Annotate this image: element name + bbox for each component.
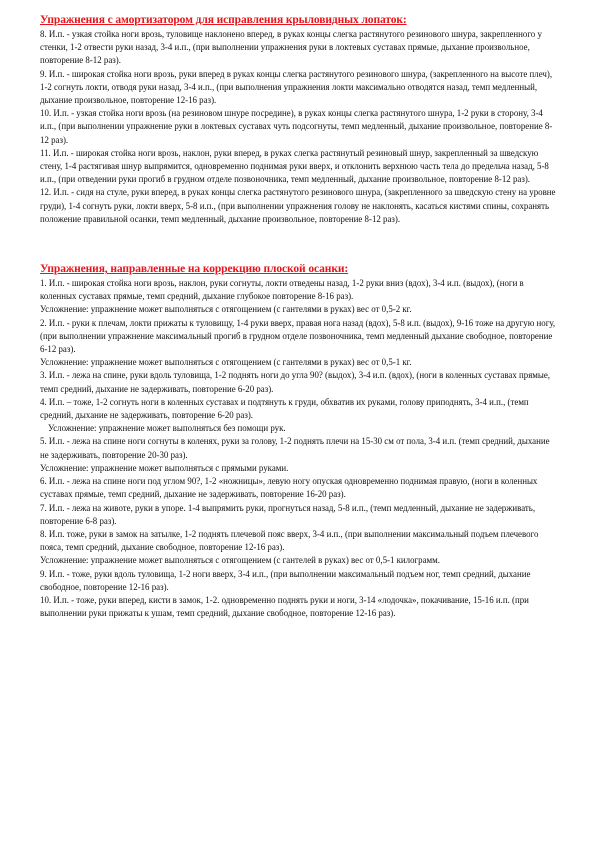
exercise-paragraph: 2. И.п. - руки к плечам, локти прижаты к туловищу, 1-4 руки вверх, правая нога назад (вдох), 5-8 и.п. (выдох), 9-16 тоже на другую ногу, (при выполнении упражнение максимальный прогиб в грудном отделе позвоночника, темп медленный дыхание свободное, повторение 6-12 раз).	[40, 317, 556, 355]
exercise-paragraph: 1. И.п. - широкая стойка ноги врозь, наклон, руки согнуты, локти отведены назад, 1-2 руки вниз (вдох), 3-4 и.п. (выдох), (ноги в коленных суставах прямые, темп средний, дыхание глубокое повторение 8-16 раз).	[40, 278, 524, 302]
section-flat-posture	[40, 261, 560, 620]
exercise-paragraph: 11. И.п. - широкая стойка ноги врозь, наклон, руки вперед, в руках слегка растянутый резиновый шнур, закрепленный за шведскую стену, 1-4 растягивая шнур выпрямится, одновременно поднимая руки вверх, и отклонить верхнюю часть тела до предельча назад, 5-8 и.п., (при отведении руки прогиб в грудном отделе позвоночника, темп медленный, дыхание произвольное, повторение 8-12 раз).	[40, 147, 549, 185]
exercise-paragraph: 8. И.п. - узкая стойка ноги врозь, туловище наклонено вперед, в руках концы слегка растянутого резинового шнура, закрепленного у стенки, 1-2 отвести руки назад, 3-4 и.п., (при выполнении упражнения руки в локтевых суставах прямые, дыхание произвольное, повторение 8-12 раз).	[40, 29, 542, 66]
complication-note: Усложнение: упражнение может выполняться с прямыми руками.	[40, 462, 289, 473]
section-heading: Упражнения, направленные на коррекцию плоской осанки:	[40, 263, 349, 276]
exercise-paragraph: 9. И.п. - широкая стойка ноги врозь, руки вперед в руках концы слегка растянутого резинового шнура, (закрепленного на высоте плеч), 1-2 согнуть локти, отводя руки назад, 3-4 и.п., (при выполнения упражнения локти максимально отводятся назад, темп медленный, дыхание произвольное, повторение 12-16 раз).	[40, 68, 553, 106]
exercise-paragraph: 4. И.п. – тоже, 1-2 согнуть ноги в коленных суставах и подтянуть к груди, обхватив их руками, голову приподнять, 3-4 и.п., (темп средний, дыхание не задерживать, повторение 6-20 раз).	[40, 396, 529, 421]
complication-note: Усложнение: упражнение может выполняться без помощи рук.	[48, 423, 286, 434]
section-heading: Упражнения с амортизатором для исправления крыловидных лопаток:	[40, 14, 407, 26]
exercise-paragraph: 9. И.п. - тоже, руки вдоль туловища, 1-2 ноги вверх, 3-4 и.п., (при выполнении максимальный подъем ног, темп средний, дыхание свободное, повторение 12-16 раз).	[40, 568, 531, 592]
section-wing-shaped-scapulae	[40, 12, 560, 226]
exercise-paragraph: 6. И.п. - лежа на спине ноги под углом 90?, 1-2 «ножницы», левую ногу опуская одновременно поднимая правую, (ноги в коленных суставах прямые, темп средний, дыхание не задерживать, повторение 16-20 раз).	[40, 476, 538, 500]
complication-note: Усложнение: упражнение может выполняться с отягощением (с гантелей в руках) вес от 0,5-1 килограмм.	[40, 555, 441, 566]
exercise-paragraph: 7. И.п. - лежа на животе, руки в упоре. 1-4 выпрямить руки, прогнуться назад, 5-8 и.п., (темп медленный, дыхание не задерживать, повторение 6-8 раз).	[40, 502, 536, 526]
exercise-paragraph: 3. И.п. - лежа на спине, руки вдоль туловища, 1-2 поднять ноги до угла 90? (выдох), 3-4 и.п. (вдох), (ноги в коленных суставах прямые, темп средний, дыхание не задерживать, повторение 6-20 раз).	[40, 370, 551, 394]
exercise-paragraph: 12. И.п. - сидя на стуле, руки вперед, в руках концы слегка растянутого резинового шнура, (закрепленного за шведскую стену на уровне груди), 1-4 согнуть руки, локти вверх, 5-8 и.п., (при выполнении упражнения голову не наклонять, касаться кистями спины, сохранять положение правильной осанки, темп медленный, дыхание произвольное, повторение 8-12 раз).	[40, 187, 556, 224]
complication-note: Усложнение: упражнение может выполняться с отягощением (с гантелями в руках) вес от 0,5-2 кг.	[40, 304, 412, 315]
document-content	[40, 12, 560, 620]
exercise-paragraph: 10. И.п. - тоже, руки вперед, кисти в замок, 1-2. одновременно поднять руки и ноги, 3-14 «лодочка», покачивание, 15-16 и.п. (при выполнении руки прижаты к ушам, темп средний, дыхание свободное, повторение 12-16 раз).	[40, 594, 529, 619]
exercise-paragraph: 5. И.п. - лежа на спине ноги согнуты в коленях, руки за голову, 1-2 поднять плечи на 15-30 см от пола, 3-4 и.п. (темп средний, дыхание не задерживать, повторение 20-30 раз).	[40, 436, 550, 460]
exercise-paragraph: 10. И.п. - узкая стойка ноги врозь (на резиновом шнуре посредине), в руках концы слегка растянутого шнура, 1-2 руки в сторону, 3-4 и.п., (при выполнении упражнение руки в локтевых суставах чуть подсогнуты, темп медленный, дыхание произвольное, повторение 8-12 раз).	[40, 108, 553, 145]
exercise-paragraph: 8. И.п. тоже, руки в замок на затылке, 1-2 поднять плечевой пояс вверх, 3-4 и.п., (при выполнении максимальный подъем плечевого пояса, темп средний, дыхание свободное, повторение 12-16 раз).	[40, 528, 539, 553]
complication-note: Усложнение: упражнение может выполняться с отягощением (с гантелями в руках) вес от 0,5-1 кг.	[40, 357, 412, 368]
